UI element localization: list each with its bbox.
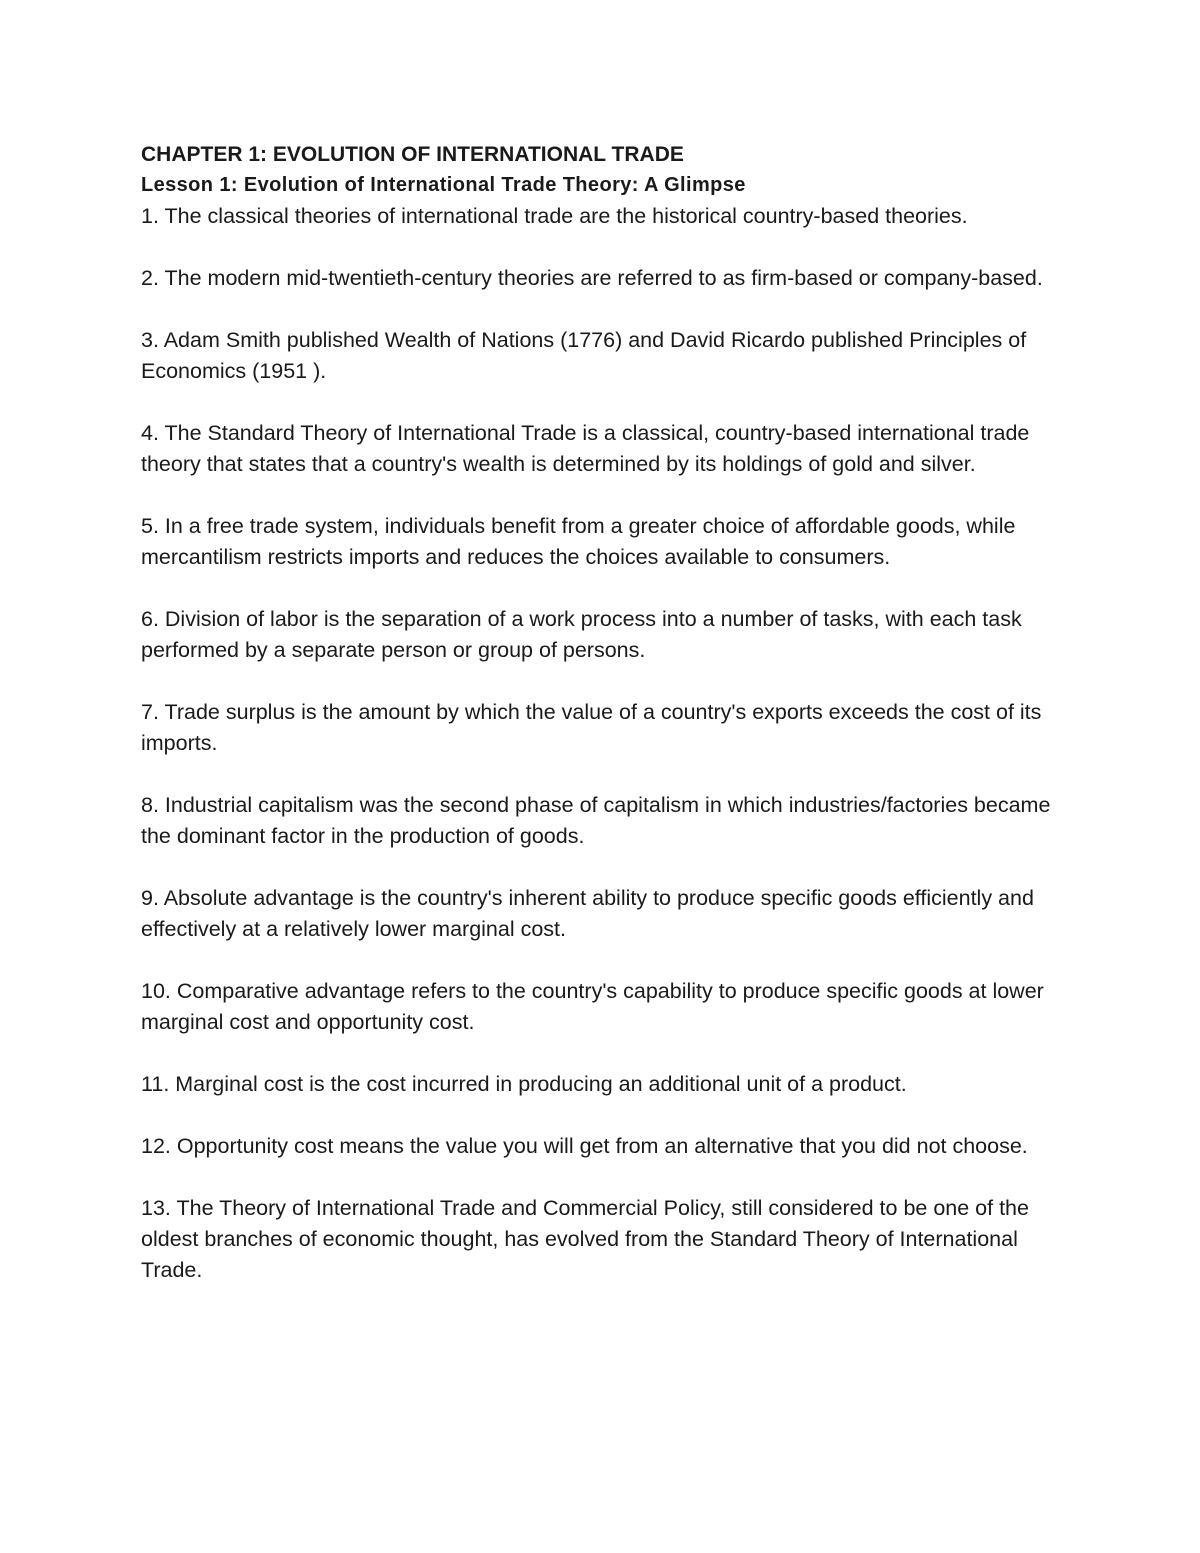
list-item: 1. The classical theories of international trade are the historical country-based theories. xyxy=(141,204,968,228)
list-item: 2. The modern mid-twentieth-century theories are referred to as firm-based or company-based. xyxy=(141,266,1043,290)
list-item: 13. The Theory of International Trade and Commercial Policy, still considered to be one of the oldest branches of economic thought, has evolved from the Standard Theory of International Trade. xyxy=(141,1196,1029,1282)
list-item: 9. Absolute advantage is the country's inherent ability to produce specific goods efficiently and effectively at a relatively lower marginal cost. xyxy=(141,886,1034,941)
document-page xyxy=(141,139,1066,1317)
list-item: 3. Adam Smith published Wealth of Nations (1776) and David Ricardo published Principles of Economics (1951 ). xyxy=(141,328,1027,383)
chapter-title: CHAPTER 1: EVOLUTION OF INTERNATIONAL TRADE xyxy=(141,143,684,166)
list-item: 7. Trade surplus is the amount by which the value of a country's exports exceeds the cost of its imports. xyxy=(141,700,1042,755)
list-item: 12. Opportunity cost means the value you will get from an alternative that you did not choose. xyxy=(141,1134,1028,1158)
list-item: 5. In a free trade system, individuals benefit from a greater choice of affordable goods, while mercantilism restricts imports and reduces the choices available to consumers. xyxy=(141,514,1016,569)
lesson-title: Lesson 1: Evolution of International Trade Theory: A Glimpse xyxy=(141,174,746,196)
list-item: 4. The Standard Theory of International Trade is a classical, country-based international trade theory that states that a country's wealth is determined by its holdings of gold and silver. xyxy=(141,421,1030,476)
list-item: 6. Division of labor is the separation of a work process into a number of tasks, with each task performed by a separate person or group of persons. xyxy=(141,607,1022,662)
list-item: 8. Industrial capitalism was the second phase of capitalism in which industries/factories became the dominant factor in the production of goods. xyxy=(141,793,1051,848)
list-item: 11. Marginal cost is the cost incurred in producing an additional unit of a product. xyxy=(141,1072,907,1096)
list-item: 10. Comparative advantage refers to the country's capability to produce specific goods at lower marginal cost and opportunity cost. xyxy=(141,979,1044,1034)
